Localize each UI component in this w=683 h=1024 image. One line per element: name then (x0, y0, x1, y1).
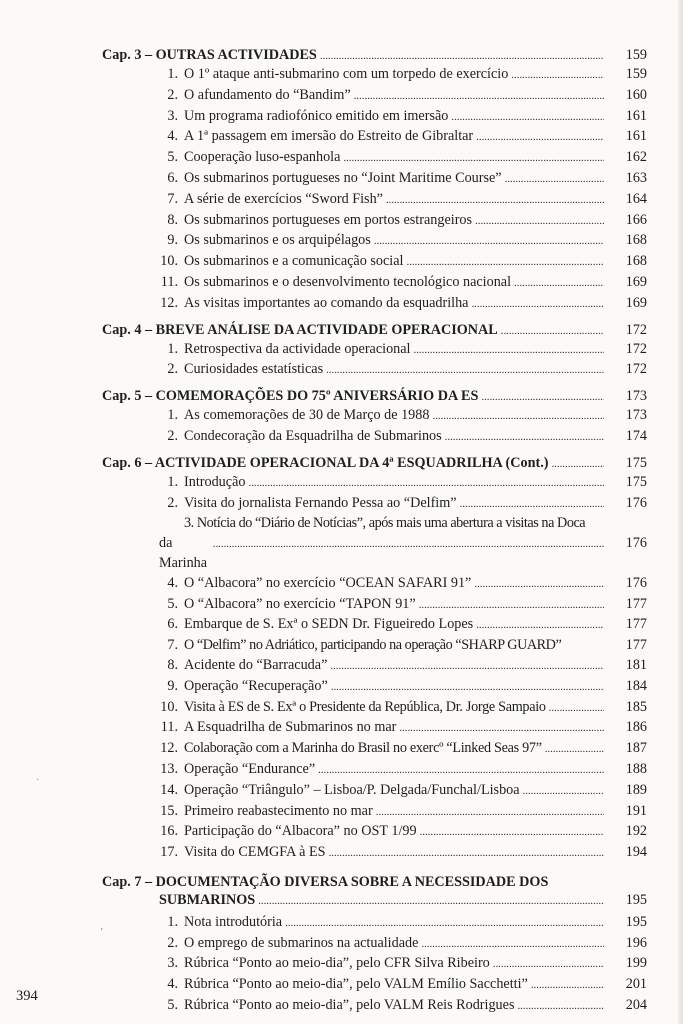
entry-page: 185 (625, 698, 647, 715)
leader-dots (376, 802, 604, 823)
entry-page: 161 (625, 128, 647, 145)
toc-entry[interactable] (102, 615, 647, 636)
entry-number: 8. (167, 656, 178, 673)
entry-page: 163 (625, 169, 647, 186)
entry-text: Os submarinos portugueses no “Joint Maritime Course” (184, 169, 502, 186)
scan-speck: · (36, 775, 40, 786)
toc-entry[interactable] (102, 975, 647, 996)
toc-entry-multiline[interactable] (102, 514, 647, 573)
entry-page: 169 (625, 294, 647, 311)
entry-number: 6. (167, 616, 178, 633)
entry-text: Embarque de S. Exª o SEDN Dr. Figueiredo Lopes (184, 616, 474, 633)
entry-text: Introdução (184, 473, 246, 490)
entry-text: Colaboração com a Marinha do Brasil no exercº “Linked Seas 97” (184, 740, 542, 757)
chapter-5-items (102, 406, 647, 448)
entry-number: 9. (167, 232, 178, 249)
entry-number: 4. (167, 574, 178, 591)
entry-page: 176 (625, 535, 647, 552)
entry-text: Um programa radiofónico emitido em imersão (184, 107, 449, 124)
leader-dots (331, 677, 604, 698)
entry-page: 162 (625, 149, 647, 166)
table-of-contents (102, 46, 647, 1017)
leader-dots (420, 822, 604, 843)
entry-page: 172 (625, 361, 647, 378)
entry-text: Visita à ES de S. Exª o Presidente da República, Dr. Jorge Sampaio (184, 698, 546, 715)
leader-dots (318, 760, 604, 781)
entry-text: Operação “Endurance” (184, 760, 316, 777)
leader-dots (330, 656, 604, 677)
toc-entry[interactable] (102, 781, 647, 802)
leader-dots (531, 975, 604, 996)
toc-entry[interactable] (102, 954, 647, 975)
page-number: 394 (16, 988, 38, 1004)
entry-page: 181 (625, 656, 647, 673)
entry-page: 159 (625, 66, 647, 82)
entry-text: Rúbrica “Ponto ao meio-dia”, pelo VALM Reis Rodrigues (184, 997, 515, 1014)
entry-text: O afundamento do “Bandim” (184, 86, 351, 103)
entry-text: Os submarinos e os arquipélagos (184, 232, 371, 249)
entry-text: Rúbrica “Ponto ao meio-dia”, pelo VALM Emílio Sacchetti” (184, 976, 528, 993)
entry-page: 189 (625, 781, 647, 798)
scan-speck: ‚ (100, 921, 104, 932)
chapter-page: 173 (625, 388, 647, 405)
entry-number: 12. (160, 294, 178, 311)
entry-number: 1. (167, 473, 178, 490)
entry-page: 177 (625, 637, 647, 654)
entry-page: 175 (625, 473, 647, 490)
entry-text: Os submarinos portugueses em portos estrangeiros (184, 211, 473, 228)
entry-page: 161 (625, 107, 647, 124)
entry-number: 10. (160, 698, 178, 715)
toc-entry[interactable] (102, 739, 647, 760)
chapter-7-items (102, 913, 647, 1017)
leader-dots (419, 595, 604, 616)
leader-dots (406, 252, 604, 273)
entry-number: 4. (167, 128, 178, 145)
entry-text: Primeiro reabastecimento no mar (184, 802, 373, 819)
entry-number: 11. (160, 719, 178, 736)
leader-dots (474, 574, 604, 595)
toc-entry[interactable] (102, 252, 647, 273)
toc-entry[interactable] (102, 86, 647, 107)
entry-number: 2. (167, 934, 178, 951)
entry-page: 196 (625, 934, 647, 951)
leader-dots (399, 718, 604, 739)
leader-dots (549, 698, 604, 719)
entry-text-continued: da Marinha (159, 535, 208, 571)
leader-dots (481, 387, 604, 406)
entry-text: O emprego de submarinos na actualidade (184, 934, 419, 951)
leader-dots (451, 107, 604, 128)
leader-dots (421, 934, 604, 955)
leader-dots (329, 843, 604, 864)
chapter-page: 172 (625, 321, 647, 338)
entry-page: 176 (625, 574, 647, 591)
entry-number: 2. (167, 494, 178, 511)
entry-text: A 1ª passagem em imersão do Estreito de Gibraltar (184, 128, 474, 145)
page-edge-shadow (678, 0, 683, 1024)
leader-dots (471, 294, 604, 315)
entry-number: 2. (167, 361, 178, 378)
entry-number: 1. (167, 913, 178, 930)
toc-entry[interactable] (102, 996, 647, 1017)
entry-text: Participação do “Albacora” no OST 1/99 (184, 823, 417, 840)
entry-page: 192 (625, 823, 647, 840)
chapter-6-items (102, 473, 647, 864)
entry-number: 9. (167, 677, 178, 694)
toc-entry[interactable] (102, 822, 647, 843)
leader-dots (505, 169, 604, 190)
toc-entry[interactable] (102, 211, 647, 232)
entry-page: 184 (625, 677, 647, 694)
entry-page: 172 (625, 340, 647, 357)
entry-text: Rúbrica “Ponto ao meio-dia”, pelo CFR Silva Ribeiro (184, 955, 490, 972)
leader-dots (414, 340, 604, 361)
entry-number: 6. (167, 169, 178, 186)
toc-entry[interactable] (102, 656, 647, 677)
entry-page: 177 (625, 616, 647, 633)
toc-entry[interactable] (102, 360, 647, 381)
entry-page: 194 (625, 844, 647, 861)
entry-number: 14. (160, 781, 178, 798)
leader-dots (545, 739, 604, 760)
toc-entry[interactable] (102, 843, 647, 864)
entry-number: 5. (167, 149, 178, 166)
leader-dots (445, 427, 604, 448)
entry-page: 204 (625, 997, 647, 1014)
toc-entry[interactable] (102, 406, 647, 427)
leader-dots (248, 473, 604, 494)
leader-dots (326, 360, 604, 381)
toc-entry[interactable] (102, 718, 647, 739)
entry-text: A série de exercícios “Sword Fish” (184, 190, 383, 207)
entry-number: 3. (167, 955, 178, 972)
entry-text: Notícia do “Diário de Notícias”, após mais uma abertura a visitas na Doca (196, 515, 586, 532)
chapter-3-items (102, 65, 647, 315)
entry-number: 3. (167, 107, 178, 124)
chapter-title: Cap. 3 – OUTRAS ACTIVIDADES (102, 47, 317, 63)
entry-page: 188 (625, 760, 647, 777)
entry-page: 173 (625, 407, 647, 424)
entry-text: Os submarinos e a comunicação social (184, 253, 404, 270)
leader-dots (343, 148, 604, 169)
chapter-title: Cap. 5 – COMEMORAÇÕES DO 75º ANIVERSÁRIO DA ES (102, 388, 479, 405)
entry-text: O “Albacora” no exercício “OCEAN SAFARI 91” (184, 574, 472, 591)
toc-entry[interactable] (102, 698, 647, 719)
entry-number: 10. (160, 253, 178, 270)
entry-text: O 1º ataque anti-submarino com um torpedo de exercício (184, 66, 509, 82)
leader-dots (374, 231, 604, 252)
toc-entry[interactable] (102, 231, 647, 252)
entry-number: 4. (167, 976, 178, 993)
entry-number: 13. (160, 760, 178, 777)
leader-dots (386, 190, 604, 211)
entry-page: 195 (625, 913, 647, 930)
entry-page: 187 (625, 740, 647, 757)
entry-text: Cooperação luso-espanhola (184, 149, 341, 166)
entry-number: 8. (167, 211, 178, 228)
toc-entry[interactable] (102, 107, 647, 128)
entry-number: 1. (167, 340, 178, 357)
chapter-5-heading[interactable] (102, 387, 647, 406)
entry-text: As visitas importantes ao comando da esquadrilha (184, 294, 469, 311)
toc-entry[interactable] (102, 169, 647, 190)
toc-entry[interactable] (102, 574, 647, 595)
entry-page: 191 (625, 802, 647, 819)
entry-page: 166 (625, 211, 647, 228)
leader-dots (552, 454, 605, 473)
entry-text: Operação “Recuperação” (184, 677, 328, 694)
entry-page: 168 (625, 232, 647, 249)
toc-entry[interactable] (102, 677, 647, 698)
leader-dots (460, 494, 604, 515)
chapter-7-heading[interactable] (102, 873, 647, 910)
entry-text: Retrospectiva da actividade operacional (184, 340, 411, 357)
entry-number: 1. (167, 66, 178, 82)
leader-dots (476, 615, 604, 636)
toc-entry[interactable] (102, 340, 647, 361)
entry-text: Visita do CEMGFA à ES (184, 844, 326, 861)
toc-entry[interactable] (102, 294, 647, 315)
entry-text: Os submarinos e o desenvolvimento tecnológico nacional (184, 273, 512, 290)
entry-number: 1. (167, 407, 178, 424)
entry-text: Condecoração da Esquadrilha de Submarinos (184, 427, 442, 444)
entry-number: 3. (184, 515, 194, 532)
entry-page: 160 (625, 86, 647, 103)
entry-page: 169 (625, 273, 647, 290)
entry-text: O “Delfim” no Adriático, participando na operação “SHARP GUARD” (184, 637, 562, 654)
toc-entry[interactable] (102, 934, 647, 955)
chapter-6-heading[interactable] (102, 454, 647, 473)
toc-entry[interactable] (102, 427, 647, 448)
entry-text: Operação “Triângulo” – Lisboa/P. Delgada/Funchal/Lisboa (184, 781, 520, 798)
leader-dots (501, 321, 604, 340)
chapter-3-heading[interactable] (102, 46, 647, 65)
chapter-title-continued: SUBMARINOS (159, 891, 256, 908)
entry-page: 176 (625, 494, 647, 511)
toc-entry[interactable] (102, 127, 647, 148)
toc-entry[interactable] (102, 913, 647, 934)
entry-page: 164 (625, 190, 647, 207)
entry-number: 7. (167, 637, 178, 654)
chapter-title: Cap. 4 – BREVE ANÁLISE DA ACTIVIDADE OPERACIONAL (102, 321, 498, 338)
leader-dots (432, 406, 604, 427)
toc-entry[interactable] (102, 494, 647, 515)
leader-dots (517, 996, 604, 1017)
leader-dots (511, 65, 604, 86)
leader-dots (258, 891, 604, 910)
chapter-4-heading[interactable] (102, 321, 647, 340)
entry-text: Acidente do “Barracuda” (184, 656, 328, 673)
chapter-4-items (102, 340, 647, 382)
toc-entry[interactable] (102, 190, 647, 211)
entry-text: Visita do jornalista Fernando Pessa ao “Delfim” (184, 494, 457, 511)
toc-entry[interactable] (102, 802, 647, 823)
chapter-title: Cap. 6 – ACTIVIDADE OPERACIONAL DA 4ª ESQUADRILHA (Cont.) (102, 454, 549, 471)
entry-number: 5. (167, 997, 178, 1014)
entry-number: 5. (167, 595, 178, 612)
entry-page: 168 (625, 253, 647, 270)
entry-text: As comemorações de 30 de Março de 1988 (184, 407, 430, 424)
entry-number: 15. (160, 802, 178, 819)
leader-dots (320, 46, 604, 65)
entry-page: 186 (625, 719, 647, 736)
toc-entry[interactable] (102, 148, 647, 169)
entry-page: 199 (625, 955, 647, 972)
entry-number: 12. (160, 740, 178, 757)
entry-number: 2. (167, 86, 178, 103)
entry-page: 177 (625, 595, 647, 612)
entry-number: 17. (160, 844, 178, 861)
leader-dots (285, 913, 604, 934)
entry-number: 2. (167, 427, 178, 444)
toc-entry[interactable] (102, 595, 647, 616)
entry-number: 16. (160, 823, 178, 840)
entry-text: Nota introdutória (184, 913, 283, 930)
chapter-page: 175 (625, 454, 647, 471)
leader-dots (514, 273, 604, 294)
entry-text: A Esquadrilha de Submarinos no mar (184, 719, 397, 736)
leader-dots (493, 954, 604, 975)
chapter-title: Cap. 7 – DOCUMENTAÇÃO DIVERSA SOBRE A NECESSIDADE DOS (102, 873, 549, 890)
entry-text: O “Albacora” no exercício “TAPON 91” (184, 595, 416, 612)
leader-dots (476, 127, 604, 148)
entry-page: 174 (625, 427, 647, 444)
entry-number: 11. (160, 273, 178, 290)
toc-entry[interactable] (102, 760, 647, 781)
entry-page: 201 (625, 976, 647, 993)
leader-dots (523, 781, 604, 802)
toc-entry[interactable] (102, 273, 647, 294)
leader-dots (475, 211, 604, 232)
leader-dots (213, 534, 604, 555)
leader-dots (354, 86, 604, 107)
chapter-page: 159 (625, 47, 647, 63)
entry-number: 7. (167, 190, 178, 207)
toc-entry[interactable] (102, 473, 647, 494)
toc-entry[interactable] (102, 636, 647, 656)
toc-entry[interactable] (102, 65, 647, 86)
chapter-page: 195 (625, 891, 647, 908)
entry-text: Curiosidades estatísticas (184, 361, 324, 378)
